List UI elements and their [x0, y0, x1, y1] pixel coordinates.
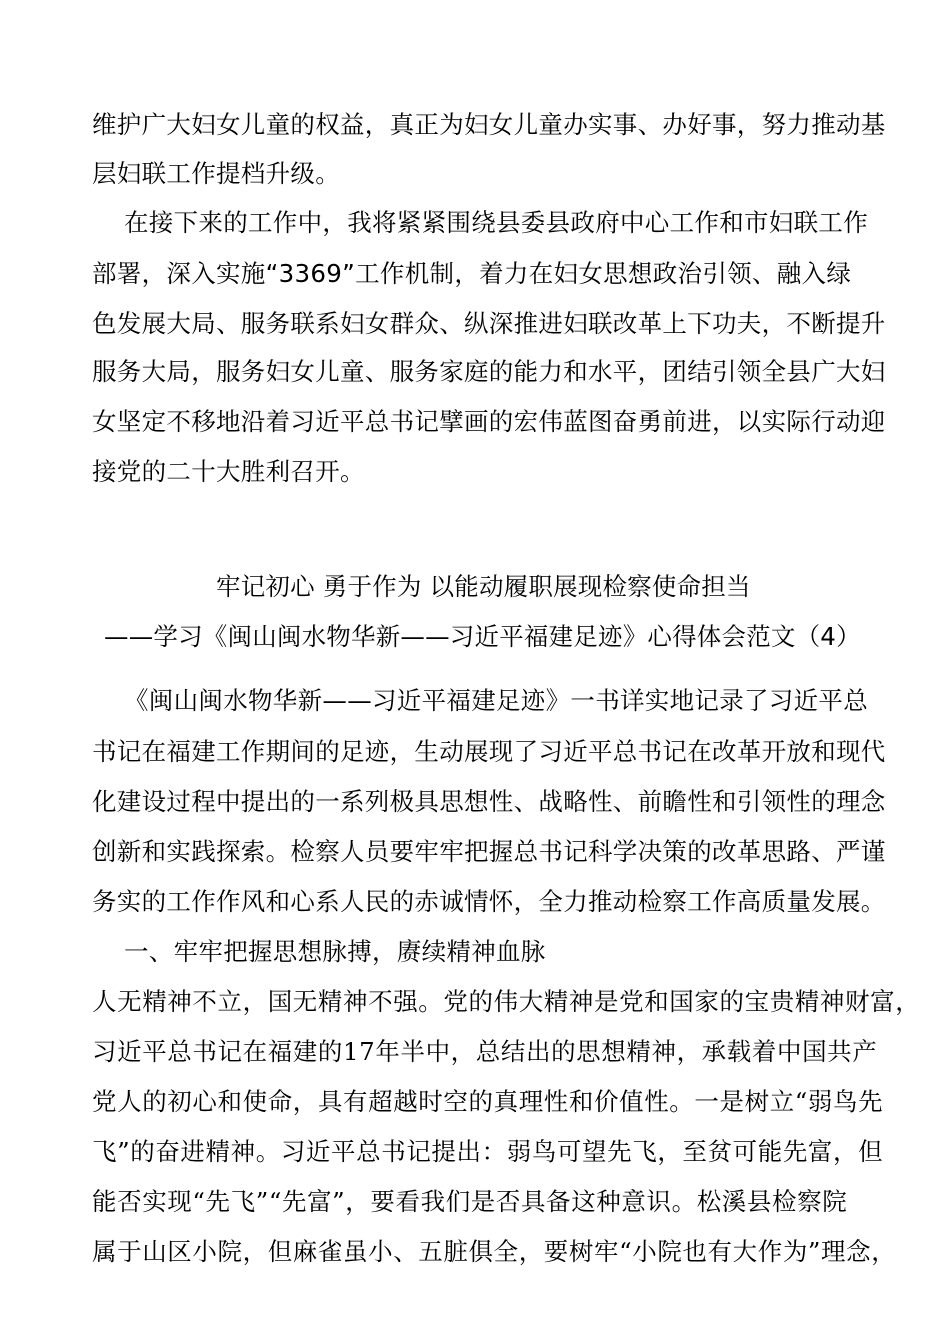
article-intro-line: 化建设过程中提出的一系列极具思想性、战略性、前瞻性和引领性的理念	[92, 787, 886, 816]
section-body-line: 飞”的奋进精神。习近平总书记提出：弱鸟可望先飞，至贫可能先富，但	[92, 1137, 884, 1166]
section-heading: 一、牢牢把握思想脉搏，赓续精神血脉	[124, 937, 546, 966]
article-intro-line: 务实的工作作风和心系人民的赤诚情怀，全力推动检察工作高质量发展。	[92, 887, 886, 916]
article-title: 牢记初心 勇于作为 以能动履职展现检察使命担当	[216, 572, 751, 601]
section-body-line: 能否实现“先飞”“先富”，要看我们是否具备这种意识。松溪县检察院	[92, 1187, 848, 1216]
closing-paragraph-line: 色发展大局、服务联系妇女群众、纵深推进妇联改革上下功夫，不断提升	[92, 309, 886, 338]
closing-paragraph-line: 在接下来的工作中，我将紧紧围绕县委县政府中心工作和市妇联工作	[124, 208, 868, 237]
article-intro-line: 创新和实践探索。检察人员要牢牢把握总书记科学决策的改革思路、严谨	[92, 837, 886, 866]
section-body-line: 人无精神不立，国无精神不强。党的伟大精神是党和国家的宝贵精神财富，	[92, 987, 921, 1016]
article-intro-line: 《闽山闽水物华新——习近平福建足迹》一书详实地记录了习近平总	[124, 686, 868, 715]
article-intro-line: 书记在福建工作期间的足迹，生动展现了习近平总书记在改革开放和现代	[92, 737, 886, 766]
closing-paragraph-line: 服务大局，服务妇女儿童、服务家庭的能力和水平，团结引领全县广大妇	[92, 357, 886, 386]
closing-paragraph-line: 接党的二十大胜利召开。	[92, 457, 365, 486]
article-subtitle: ——学习《闽山闽水物华新——习近平福建足迹》心得体会范文（4）	[104, 622, 861, 651]
closing-paragraph-line: 部署，深入实施“3369”工作机制，着力在妇女思想政治引领、融入绿	[92, 259, 852, 288]
section-body-line: 属于山区小院，但麻雀虽小、五脏俱全，要树牢“小院也有大作为”理念，	[92, 1237, 897, 1266]
closing-paragraph-line: 女坚定不移地沿着习近平总书记擘画的宏伟蓝图奋勇前进，以实际行动迎	[92, 407, 886, 436]
section-body-line: 党人的初心和使命，具有超越时空的真理性和价值性。一是树立“弱鸟先	[92, 1087, 884, 1116]
section-body-line: 习近平总书记在福建的17年半中，总结出的思想精神，承载着中国共产	[92, 1037, 878, 1066]
intro-paragraph-line: 维护广大妇女儿童的权益，真正为妇女儿童办实事、办好事，努力推动基	[92, 110, 886, 139]
intro-paragraph-line: 层妇联工作提档升级。	[92, 159, 340, 188]
